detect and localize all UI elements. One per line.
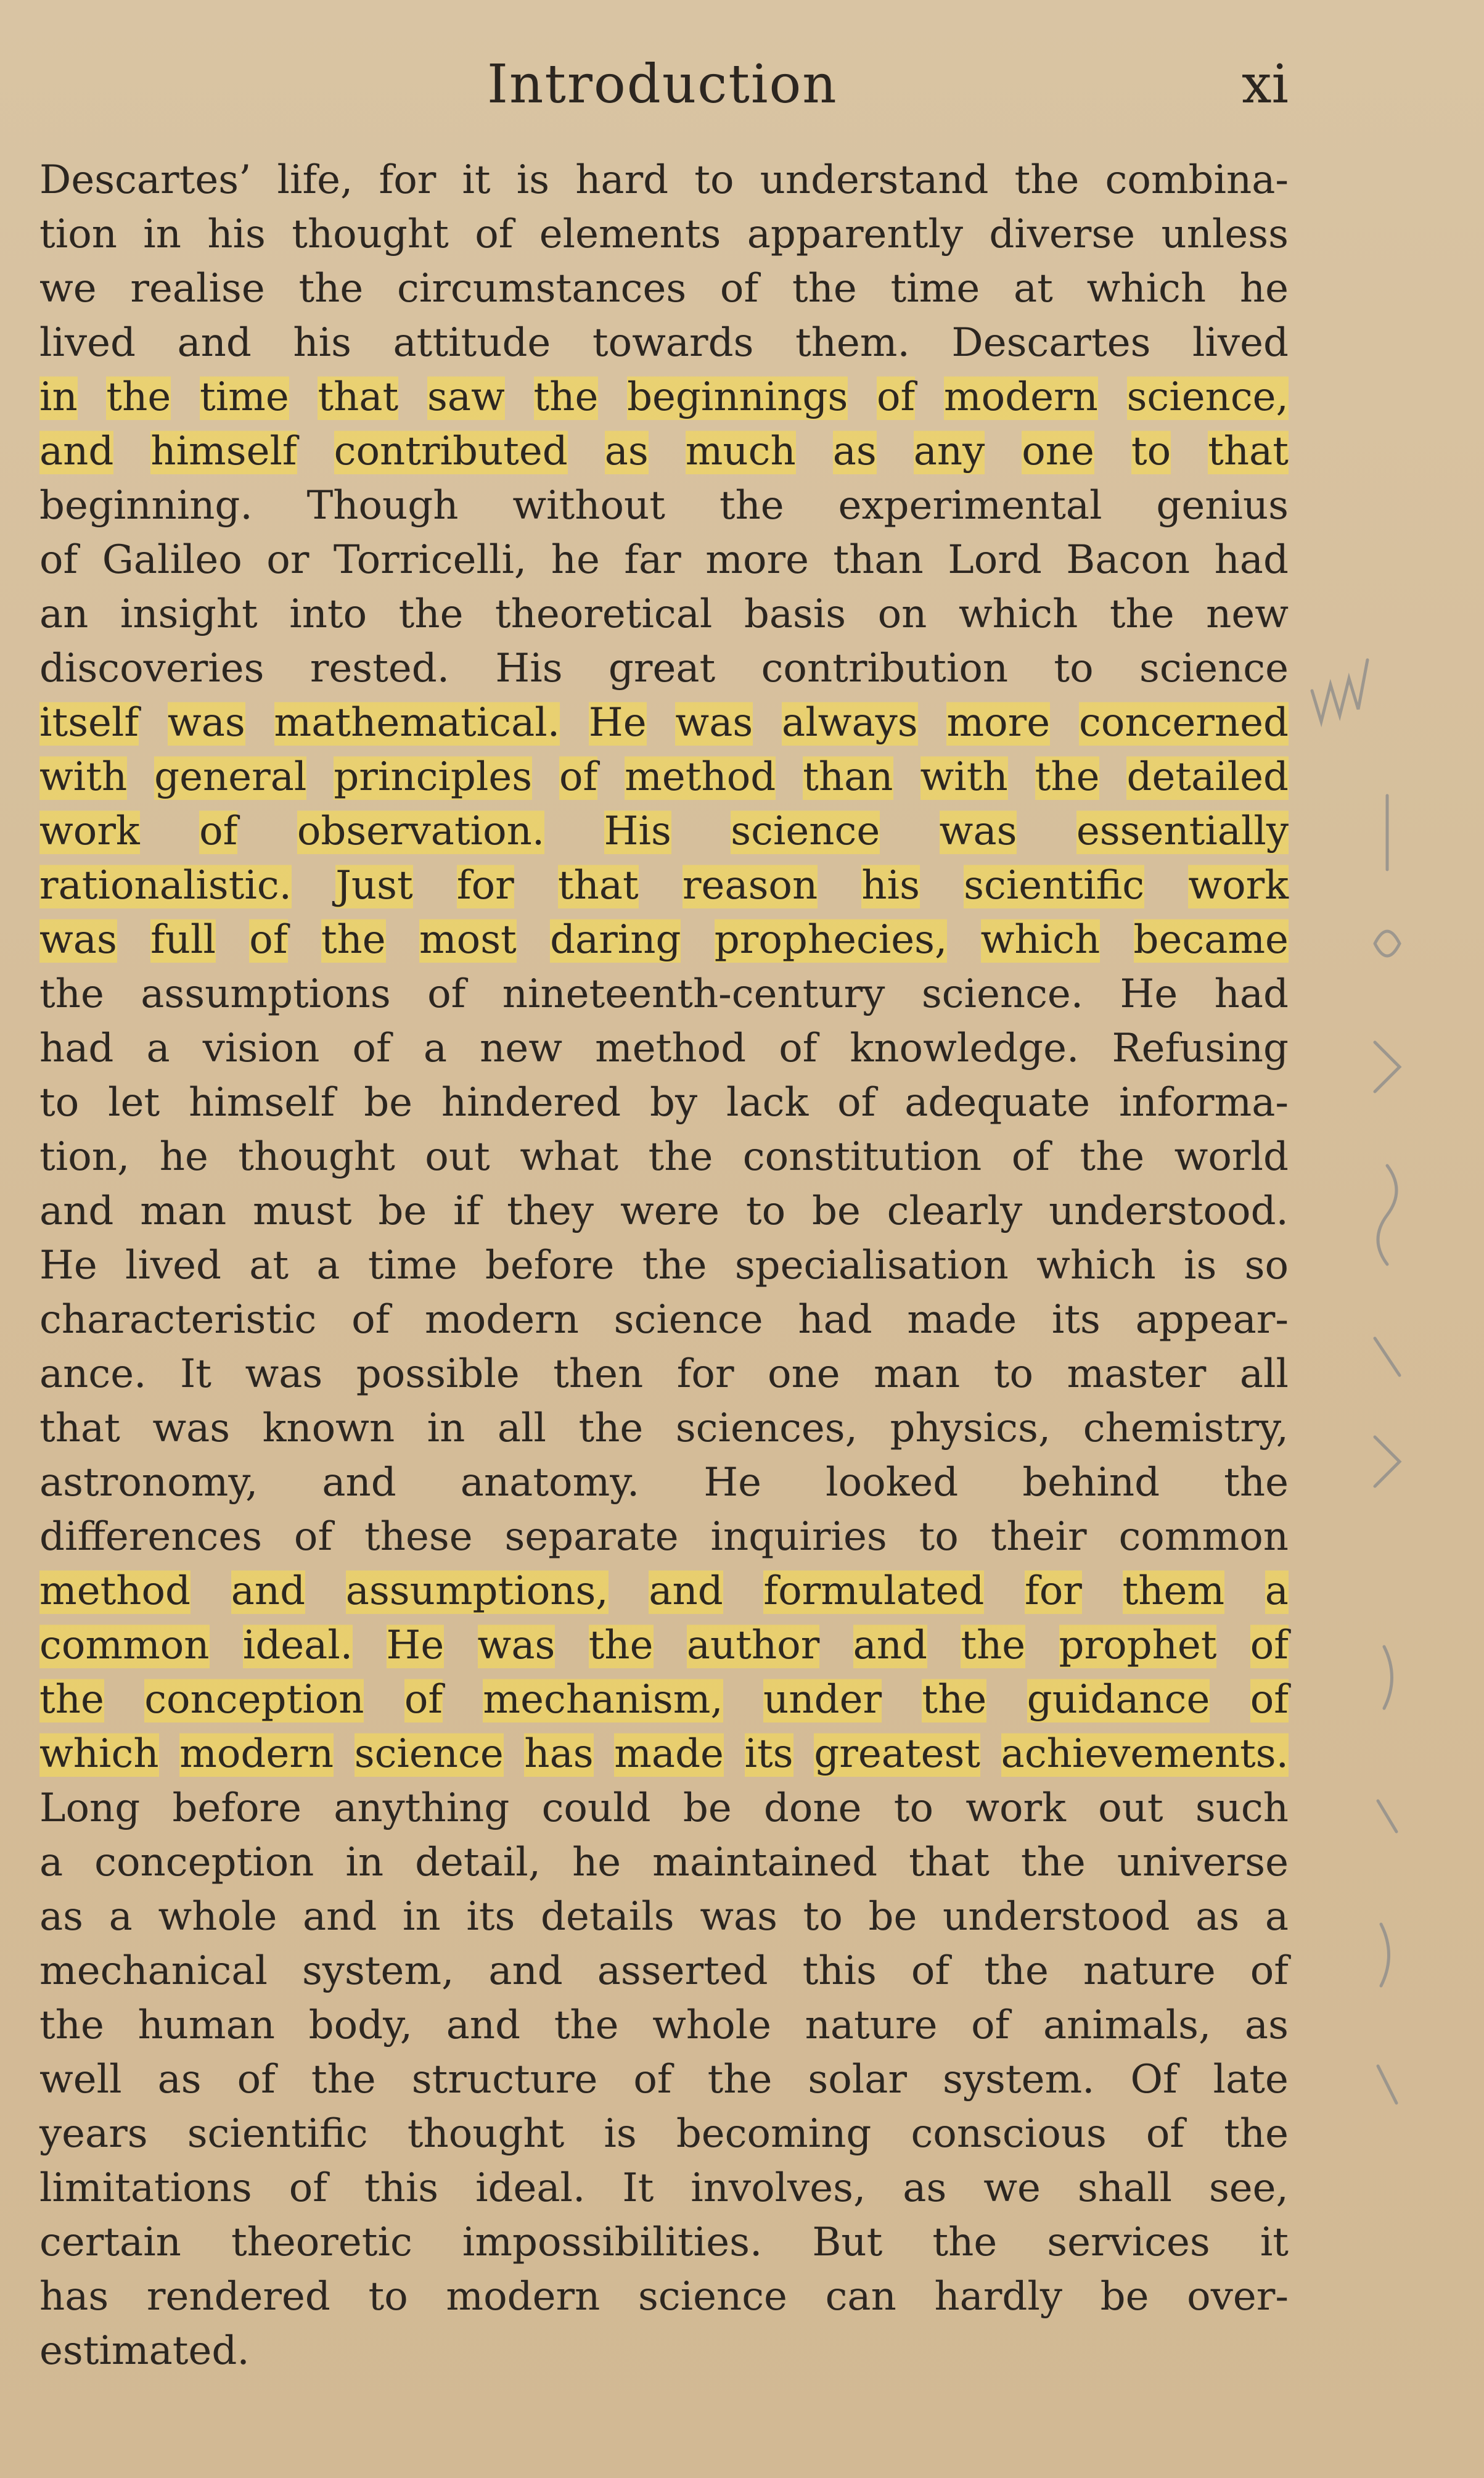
text-line: well as of the structure of the solar system. Of late xyxy=(39,2057,1289,2102)
text-line: had a vision of a new method of knowledge. Refusing xyxy=(39,1026,1289,1071)
text-line: an insight into the theoretical basis on which the new xyxy=(39,591,1289,637)
text-line: and man must be if they were to be clearly understood. xyxy=(39,1188,1289,1234)
text-line: we realise the circumstances of the time at which he xyxy=(39,266,1289,311)
text-line: that was known in all the sciences, physics, chemistry, xyxy=(39,1406,1289,1451)
text-line: a conception in detail, he maintained that the universe xyxy=(39,1840,1289,1885)
text-line: rationalistic. Just for that reason his scientific work xyxy=(39,858,1289,913)
running-header xyxy=(43,51,1289,118)
margin-pencil-annotation-icon xyxy=(1350,783,1424,2140)
text-line: which modern science has made its greatest achievements. xyxy=(39,1727,1289,1781)
text-line: astronomy, and anatomy. He looked behind the xyxy=(39,1460,1289,1505)
text-line: tion, he thought out what the constitution of the world xyxy=(39,1134,1289,1180)
margin-scribble-icon xyxy=(1306,641,1380,728)
text-line: Descartes’ life, for it is hard to understand the combina- xyxy=(39,157,1289,203)
text-line: the human body, and the whole nature of animals, as xyxy=(39,2003,1289,2048)
text-line: the conception of mechanism, under the guidance of xyxy=(39,1673,1289,1727)
text-line: work of observation. His science was essentially xyxy=(39,804,1289,858)
text-line: limitations of this ideal. It involves, as we shall see, xyxy=(39,2165,1289,2211)
text-line: beginning. Though without the experimental genius xyxy=(39,483,1289,529)
text-line: estimated. xyxy=(39,2328,250,2374)
text-line: lived and his attitude towards them. Descartes lived xyxy=(39,320,1289,366)
text-line: as a whole and in its details was to be understood as a xyxy=(39,1894,1289,1940)
text-line: He lived at a time before the specialisation which is so xyxy=(39,1243,1289,1288)
text-line: was full of the most daring prophecies, which became xyxy=(39,913,1289,967)
text-line: method and assumptions, and formulated for them a xyxy=(39,1564,1289,1618)
text-line: common ideal. He was the author and the prophet of xyxy=(39,1618,1289,1673)
text-line: the assumptions of nineteenth-century science. He had xyxy=(39,971,1289,1017)
text-line: ance. It was possible then for one man to master all xyxy=(39,1351,1289,1397)
text-line: has rendered to modern science can hardly be over- xyxy=(39,2274,1289,2320)
text-line: differences of these separate inquiries to their common xyxy=(39,1514,1289,1560)
running-title: Introduction xyxy=(487,54,838,115)
text-line: itself was mathematical. He was always more concerned xyxy=(39,696,1289,750)
body-text xyxy=(39,153,1289,2378)
page-number: xi xyxy=(1241,54,1289,115)
text-line: characteristic of modern science had made its appear- xyxy=(39,1297,1289,1343)
text-line: tion in his thought of elements apparently diverse unless xyxy=(39,212,1289,257)
text-line: of Galileo or Torricelli, he far more than Lord Bacon had xyxy=(39,537,1289,583)
text-line: to let himself be hindered by lack of adequate informa- xyxy=(39,1080,1289,1126)
text-line: with general principles of method than with the detailed xyxy=(39,750,1289,804)
text-line: in the time that saw the beginnings of modern science, xyxy=(39,370,1289,424)
text-line: certain theoretic impossibilities. But the services it xyxy=(39,2220,1289,2265)
text-line: discoveries rested. His great contribution to science xyxy=(39,646,1289,691)
text-line: mechanical system, and asserted this of the nature of xyxy=(39,1948,1289,1994)
text-line: and himself contributed as much as any one to that xyxy=(39,424,1289,479)
text-line: years scientific thought is becoming conscious of the xyxy=(39,2111,1289,2157)
text-line: Long before anything could be done to work out such xyxy=(39,1785,1289,1831)
